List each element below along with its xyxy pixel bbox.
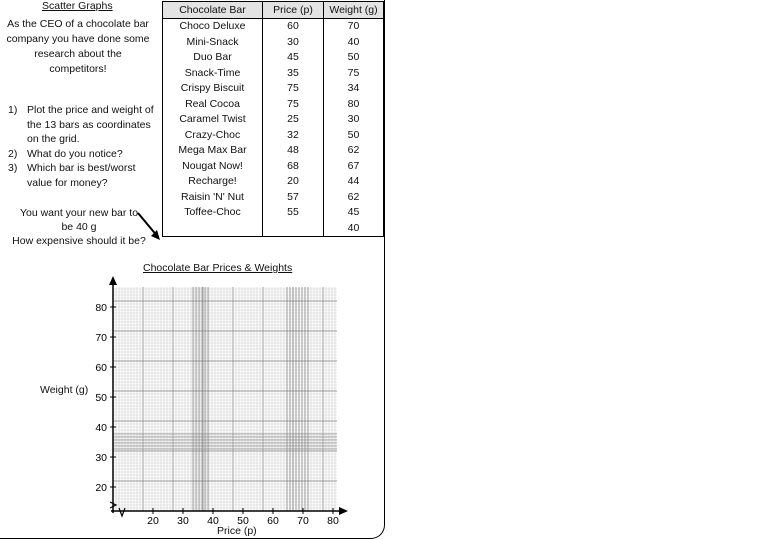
cell-bar-name: Recharge! bbox=[163, 174, 263, 190]
y-tick-label: 80 bbox=[95, 302, 107, 314]
cell-price: 75 bbox=[263, 96, 324, 112]
cell-weight: 44 bbox=[324, 174, 384, 190]
worksheet-title: Scatter Graphs bbox=[42, 0, 113, 12]
cell-bar-name: Crazy-Choc bbox=[163, 127, 263, 143]
question-line-1: You want your new bar to be 40 g bbox=[19, 207, 139, 233]
task-text: What do you notice? bbox=[27, 147, 123, 160]
cell-price: 55 bbox=[263, 205, 324, 221]
intro-text: As the CEO of a chocolate bar company you have done some research about the competitors! bbox=[6, 18, 150, 75]
cell-bar-name: Snack-Time bbox=[163, 65, 263, 81]
y-axis-arrow-icon bbox=[109, 276, 117, 285]
cell-weight: 75 bbox=[324, 65, 384, 81]
cell-bar-name: Choco Deluxe bbox=[163, 18, 263, 34]
cell-price: 75 bbox=[263, 81, 324, 97]
header-price: Price (p) bbox=[263, 2, 324, 19]
y-tick-label: 70 bbox=[95, 332, 107, 344]
cell-bar-name: Real Cocoa bbox=[163, 96, 263, 112]
x-tick-label: 70 bbox=[297, 515, 309, 527]
cell-bar-name: Crispy Biscuit bbox=[163, 81, 263, 97]
cell-price: 35 bbox=[263, 65, 324, 81]
cell-price: 57 bbox=[263, 189, 324, 205]
cell-price: 68 bbox=[263, 158, 324, 174]
cell-weight: 70 bbox=[324, 18, 384, 34]
x-tick-label: 20 bbox=[147, 515, 159, 527]
cell-weight: 40 bbox=[324, 220, 384, 236]
y-tick-label: 30 bbox=[95, 452, 107, 464]
cell-bar-name: Toffee-Choc bbox=[163, 205, 263, 221]
cell-weight: 80 bbox=[324, 96, 384, 112]
cell-weight: 40 bbox=[324, 34, 384, 50]
task-number: 3) bbox=[8, 162, 18, 174]
task-text: Which bar is best/worst value for money? bbox=[27, 162, 136, 189]
header-weight: Weight (g) bbox=[324, 2, 384, 19]
cell-price: 30 bbox=[263, 34, 324, 50]
cell-price: 32 bbox=[263, 127, 324, 143]
cell-bar-name: Caramel Twist bbox=[163, 112, 263, 128]
y-tick-label: 20 bbox=[95, 482, 107, 494]
cell-bar-name: Mega Max Bar bbox=[163, 143, 263, 159]
x-tick-label: 50 bbox=[237, 515, 249, 527]
cell-weight: 30 bbox=[324, 112, 384, 128]
x-axis-label: Price (p) bbox=[217, 525, 257, 537]
cell-weight: 62 bbox=[324, 143, 384, 159]
header-bar: Chocolate Bar bbox=[163, 2, 263, 19]
cell-price: 48 bbox=[263, 143, 324, 159]
y-axis-label: Weight (g) bbox=[40, 384, 89, 396]
cell-weight: 50 bbox=[324, 50, 384, 66]
y-tick-label: 60 bbox=[95, 362, 107, 374]
cell-price: 45 bbox=[263, 50, 324, 66]
task-text: Plot the price and weight of the 13 bars as coordinates on the grid. bbox=[27, 104, 154, 145]
cell-price: 20 bbox=[263, 174, 324, 190]
cell-weight: 45 bbox=[324, 205, 384, 221]
x-tick-label: 60 bbox=[267, 515, 279, 527]
cell-bar-name: Raisin 'N' Nut bbox=[163, 189, 263, 205]
scatter-grid[interactable] bbox=[0, 0, 385, 540]
x-tick-label: 40 bbox=[207, 515, 219, 527]
cell-weight: 67 bbox=[324, 158, 384, 174]
cell-bar-name: Duo Bar bbox=[163, 50, 263, 66]
cell-price: 60 bbox=[263, 18, 324, 34]
task-number: 2) bbox=[8, 147, 18, 160]
cell-weight: 34 bbox=[324, 81, 384, 97]
cell-bar-name: Mini-Snack bbox=[163, 34, 263, 50]
cell-weight: 62 bbox=[324, 189, 384, 205]
x-tick-label: 80 bbox=[327, 515, 339, 527]
cell-weight: 50 bbox=[324, 127, 384, 143]
cell-bar-name: Nougat Now! bbox=[163, 158, 263, 174]
cell-price: 25 bbox=[263, 112, 324, 128]
question-line-2: How expensive should it be? bbox=[12, 235, 146, 247]
task-number: 1) bbox=[8, 104, 18, 116]
x-tick-label: 30 bbox=[177, 515, 189, 527]
y-tick-label: 40 bbox=[95, 422, 107, 434]
chart-title: Chocolate Bar Prices & Weights bbox=[143, 262, 293, 274]
x-axis-arrow-icon bbox=[339, 507, 348, 515]
y-tick-label: 50 bbox=[95, 392, 107, 404]
